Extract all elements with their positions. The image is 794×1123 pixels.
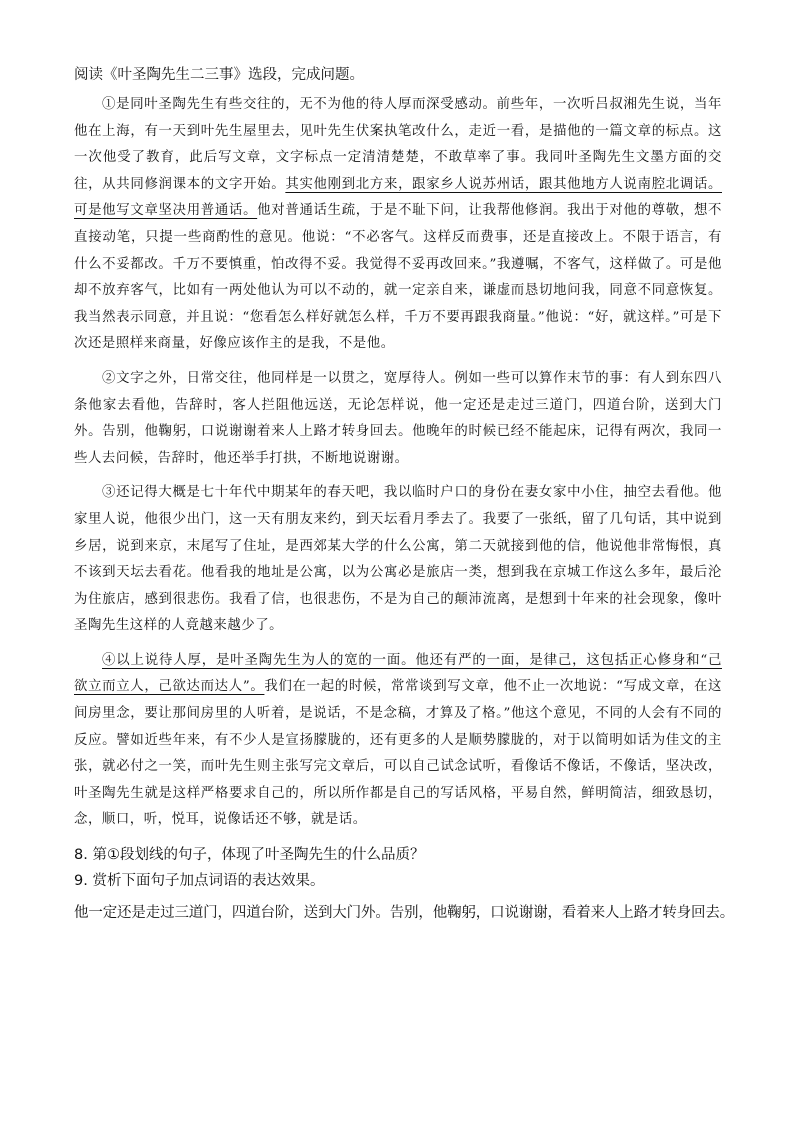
paragraph-3: ③还记得大概是七十年代中期某年的春天吧，我以临时户口的身份在妻女家中小住，抽空去看他。他家里人说，他很少出门，这一天有朋友来约，到天坛看月季去了。我要了一张纸，留了几句话，其中说到乡居，说到来京，末尾写了住址，是西郊某大学的什么公寓，第二天就接到他的信，他说他非常悔恨，真不该到天坛去看花。他看我的地址是公寓，以为公寓必是旅店一类，想到我在京城工作这么多年，最后沦为住旅店，感到很悲伤。我看了信，也很悲伤，不是为自己的颠沛流离，是想到十年来的社会现象，像叶圣陶先生这样的人竟越来越少了。	[74, 485, 722, 634]
paragraph-4-underlined-sentence: ④以上说待人厚，是叶圣陶先生为人的宽的一面。他还有严的一面，是律己，这包括正心修身和“己欲立而立人，己欲达而达人”。	[74, 652, 722, 695]
question-8: 8. 第①段划线的句子，体现了叶圣陶先生的什么品质？	[74, 847, 425, 864]
paragraph-4	[74, 648, 722, 834]
paragraph-1	[74, 92, 722, 358]
paragraph-1-text: ①是同叶圣陶先生有些交往的，无不为他的待人厚而深受感动。前些年，一次听吕叔湘先生说，当年他在上海，有一天到叶先生屋里去，见叶先生伏案执笔改什么，走近一看，是描他的一篇文章的标点。这一次他受了教育，此后写文章，文字标点一定清清楚楚，不敢草率了事。我同叶圣陶先生文墨方面的交往，从共同修润课本的文字开始。	[74, 97, 722, 192]
question-9: 9. 赏析下面句子加点词语的表达效果。	[74, 873, 325, 890]
paragraph-1-text-continued: 他对普通话生疏，于是不耻下问，让我帮他修润。我出于对他的尊敬，想不直接动笔，只提一些商酌性的意见。他说：“不必客气。这样反而费事，还是直接改上。不限于语言，有什么不妥都改。千万不要慎重，怕改得不妥。我觉得不妥再改回来。”我遵嘱，不客气，这样做了。可是他却不放弃客气，比如有一两处他认为可以不动的，就一定亲自来，谦虚而恳切地问我，同意不同意恢复。我当然表示同意，并且说：“您看怎么样好就怎么样，千万不要再跟我商量。”他说：“好，就这样。”可是下次还是照样来商量，好像应该作主的是我，不是他。	[74, 203, 722, 352]
paragraph-2: ②文字之外，日常交往，他同样是一以贯之，宽厚待人。例如一些可以算作末节的事：有人到东四八条他家去看他，告辞时，客人拦阻他远送，无论怎样说，他一定还是走过三道门，四道台阶，送到大门外。告别，他鞠躬，口说谢谢着来人上路才转身回去。他晚年的时候已经不能起床，记得有两次，我同一些人去问候，告辞时，他还举手打拱，不断地说谢谢。	[74, 370, 722, 466]
document-page	[74, 62, 735, 926]
reading-instruction: 阅读《叶圣陶先生二三事》选段，完成问题。	[74, 67, 364, 83]
analysis-sentence: 他一定还是走过三道门，四道台阶，送到大门外。告别，他鞠躬，口说谢谢，看着来人上路才转身回去。	[74, 905, 735, 922]
paragraph-1-underlined-sentence: 其实他刚到北方来，跟家乡人说苏州话，跟其他地方人说南腔北调话。可是他写文章坚决用普通话。	[74, 176, 722, 219]
paragraph-4-text: 我们在一起的时候，常常谈到写文章，他不止一次地说：“写成文章，在这间房里念，要让那间房里的人听着，是说话，不是念稿，才算及了格。”他这个意见，不同的人会有不同的反应。譬如近些年来，有不少人是宣扬朦胧的，还有更多的人是顺势朦胧的，对于以简明如话为佳文的主张，就必付之一笑，而叶先生则主张写完文章后，可以自己试念试听，看像话不像话，不像话，坚决改，叶圣陶先生就是这样严格要求自己的，所以所作都是自己的写话风格，平易自然，鲜明简洁，细致恳切，念，顺口，听，悦耳，说像话还不够，就是话。	[74, 679, 723, 828]
